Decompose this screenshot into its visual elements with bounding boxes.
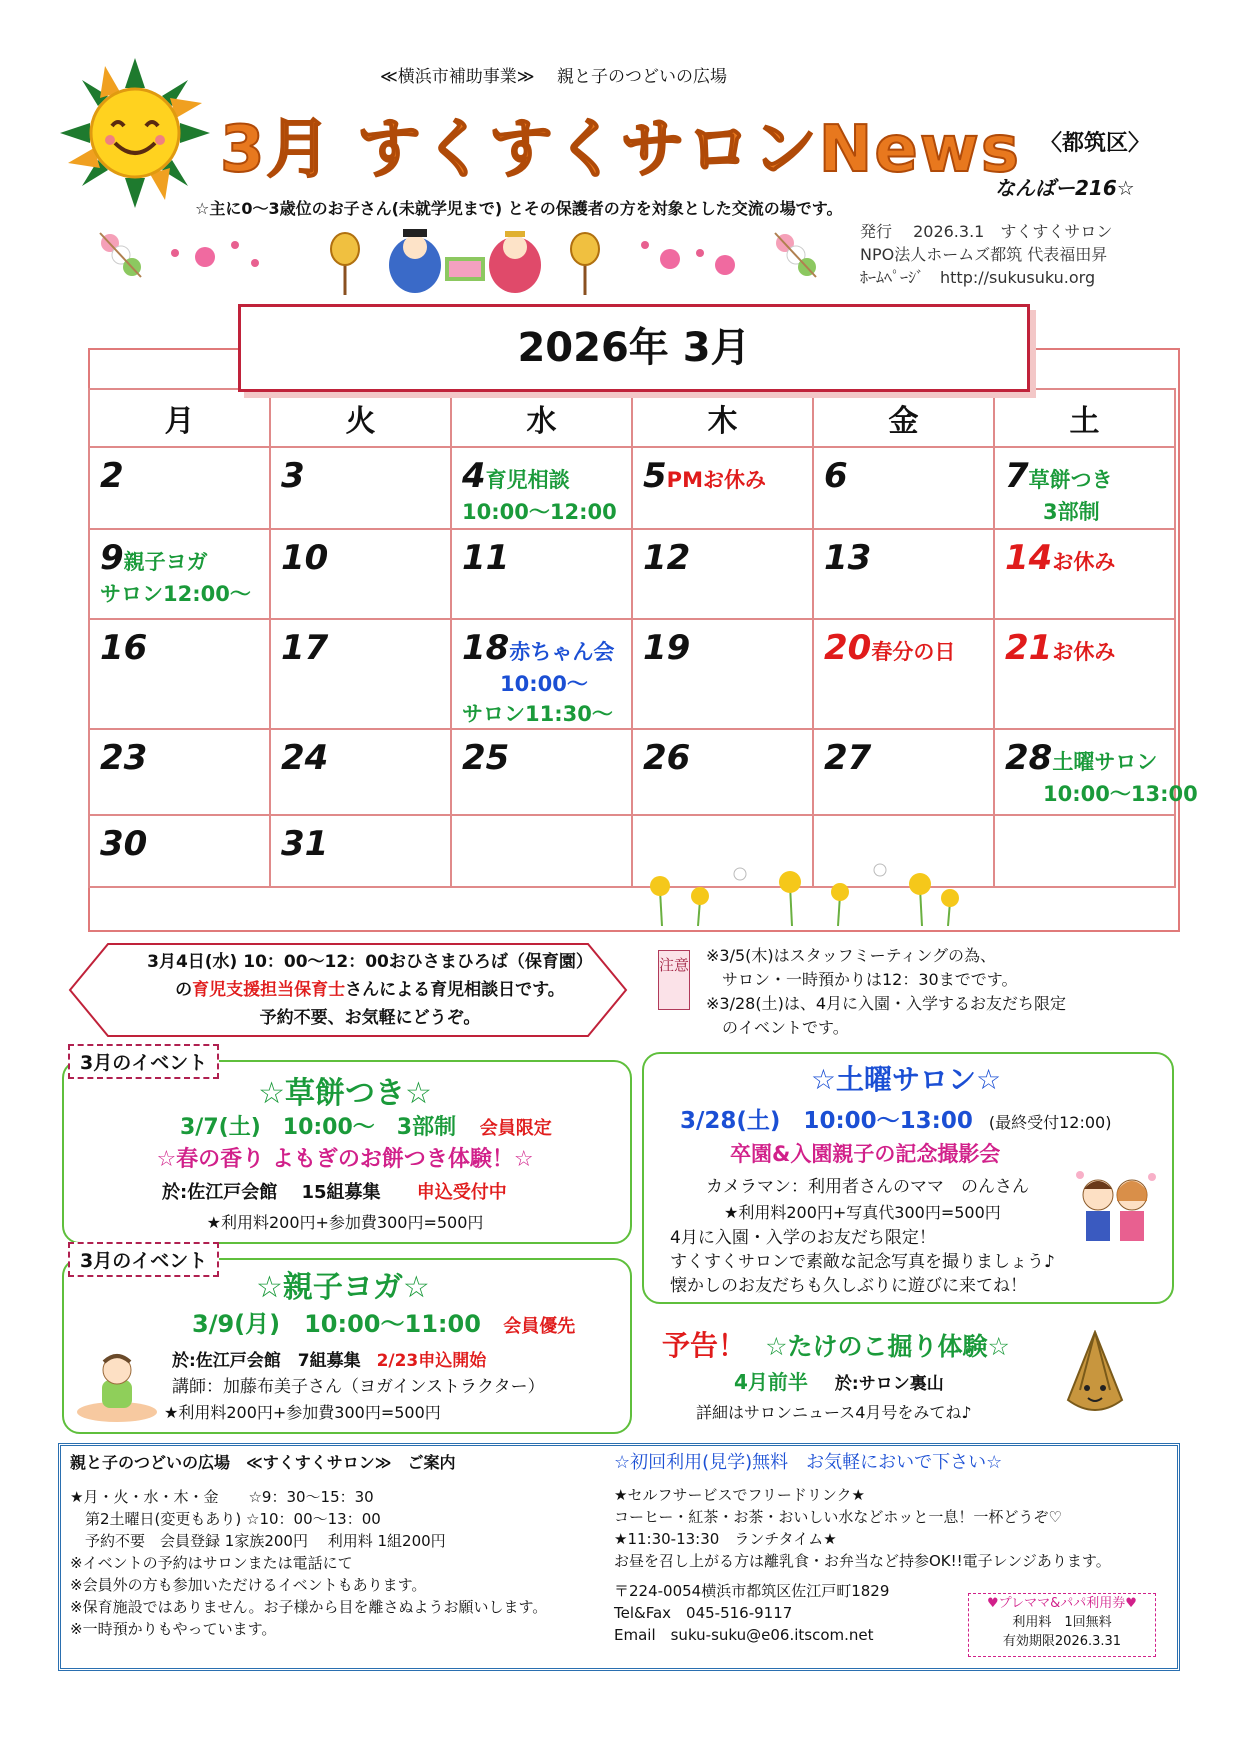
salon-info-right-line: コーヒー・紅茶・お茶・おいしい水などホッと一息！一杯どうぞ♡ xyxy=(614,1508,1062,1526)
event-title-yoga: ☆親子ヨガ☆ xyxy=(256,1270,430,1305)
caution-line: ※3/5(木)はスタッフミーティングの為、 xyxy=(706,946,997,965)
salon-tel: Tel&Fax 045-516-9117 xyxy=(614,1604,793,1622)
calendar-week-row xyxy=(89,529,1175,619)
calendar-day-number: 12 xyxy=(643,538,691,578)
target-description: ☆主に0～3歳位のお子さん(未就学児まで) とその保護者の方を対象とした交流の場です。 xyxy=(195,199,843,218)
event-bamboo-place: 於:サロン裏山 xyxy=(834,1374,944,1394)
calendar-day-cell xyxy=(994,447,1175,529)
event-place-yoga-text: 於:佐江戸会館 7組募集 xyxy=(172,1351,361,1371)
sun-illustration xyxy=(60,58,210,208)
calendar-day-cell xyxy=(813,729,994,815)
event-last-saturday: (最終受付12:00) xyxy=(988,1113,1112,1132)
yoga-child-illustration xyxy=(72,1350,162,1426)
event-date-saturday xyxy=(680,1102,1111,1135)
calendar-day-cell xyxy=(813,619,994,729)
calendar-event-label: PMお休み xyxy=(666,468,766,492)
calendar-event-detail: 10:00～ xyxy=(500,672,588,696)
event-tag-mochi: 3月のイベント xyxy=(68,1044,219,1079)
weekday-mon: 月 xyxy=(89,389,270,447)
calendar-day-number: 14 xyxy=(1005,538,1053,578)
event-apply-mochi: 申込受付中 xyxy=(416,1182,507,1203)
calendar-title-box xyxy=(238,304,1030,392)
salon-info-right-line: ★11:30-13:30 ランチタイム★ xyxy=(614,1530,837,1548)
weekday-wed: 水 xyxy=(451,389,632,447)
calendar-event-label: 育児相談 xyxy=(485,468,570,492)
salon-email[interactable]: Email suku-suku@e06.itscom.net xyxy=(614,1626,874,1644)
event-teacher-yoga: 講師：加藤布美子さん（ヨガインストラクター） xyxy=(172,1377,545,1397)
calendar-day-cell xyxy=(89,729,270,815)
calendar-day-number: 5 xyxy=(643,456,667,496)
publisher-date: 発行 2026.3.1 すくすくサロン xyxy=(860,222,1113,241)
calendar-event-label: 春分の日 xyxy=(871,640,956,664)
event-bamboo-notice: 予告！ xyxy=(662,1329,747,1362)
salon-info-right-heading: ☆初回利用(見学)無料 お気軽においで下さい☆ xyxy=(614,1452,1003,1473)
event-camera-saturday: カメラマン：利用者さんのママ のんさん xyxy=(706,1177,1029,1197)
publisher-info xyxy=(860,220,1112,289)
calendar-event-label: 土曜サロン xyxy=(1052,750,1158,774)
calendar-week-row xyxy=(89,447,1175,529)
calendar-event-label: お休み xyxy=(1052,550,1116,574)
consultation-line3: 予約不要、お気軽にどうぞ。 xyxy=(259,1008,481,1028)
salon-address: 〒224-0054横浜市都筑区佐江戸町1829 xyxy=(614,1582,890,1600)
event-bamboo-detail: 詳細はサロンニュース4月号をみてね♪ xyxy=(696,1403,972,1422)
calendar-day-number: 19 xyxy=(643,628,691,668)
event-line: 懐かしのお友だちも久しぶりに遊びに来てね！ xyxy=(670,1276,1027,1296)
consultation-notice xyxy=(120,948,620,1032)
calendar-day-number: 28 xyxy=(1005,738,1053,778)
calendar-day-cell xyxy=(632,619,813,729)
caution-line: サロン・一時預かりは12：30までです。 xyxy=(706,970,1018,989)
dandelion-illustration xyxy=(640,860,970,926)
event-title-mochi: ☆草餅つき☆ xyxy=(258,1076,432,1111)
consultation-line1: 3月4日(水) 10：00～12：00おひさまひろば（保育園） xyxy=(147,952,593,972)
calendar-day-number: 9 xyxy=(100,538,124,578)
event-line: すくすくサロンで素敵な記念写真を撮りましょう♪ xyxy=(670,1252,1055,1272)
caution-line: ※3/28(土)は、4月に入園・入学するお友だち限定 xyxy=(706,994,1067,1013)
calendar-grid xyxy=(88,388,1198,888)
calendar-week-row xyxy=(89,815,1175,887)
bamboo-shoot-illustration xyxy=(1060,1330,1130,1420)
calendar-day-cell xyxy=(994,815,1175,887)
event-date-saturday-text: 3/28(土) 10:00～13:00 xyxy=(680,1108,973,1134)
calendar-event-label: 草餅つき xyxy=(1028,468,1113,492)
weekday-tue: 火 xyxy=(270,389,451,447)
hishimochi-icon xyxy=(447,259,483,279)
weekday-fri: 金 xyxy=(813,389,994,447)
calendar-day-number xyxy=(814,823,824,831)
calendar-day-number: 26 xyxy=(643,738,691,778)
dango-icon-left xyxy=(100,233,141,277)
hina-doll-icon-empress xyxy=(489,231,541,293)
calendar-event-detail: 3部制 xyxy=(1043,500,1100,524)
calendar-day-cell xyxy=(632,729,813,815)
calendar-event-detail: サロン11:30～ xyxy=(462,702,613,726)
salon-info-right-line: ★セルフサービスでフリードリンク★ xyxy=(614,1486,865,1504)
calendar-day-cell xyxy=(451,729,632,815)
calendar-day-number: 2 xyxy=(100,456,124,496)
publisher-org: NPO法人ホームズ都筑 代表福田昇 xyxy=(860,245,1108,264)
event-tag-yoga: 3月のイベント xyxy=(68,1242,219,1277)
ticket-expiry: 有効期限2026.3.31 xyxy=(1002,1634,1122,1649)
calendar-day-number: 3 xyxy=(281,456,305,496)
calendar-day-cell xyxy=(270,529,451,619)
calendar-event-label: お休み xyxy=(1052,640,1116,664)
calendar-day-cell xyxy=(89,815,270,887)
calendar-day-cell xyxy=(451,815,632,887)
calendar-day-cell xyxy=(994,529,1175,619)
calendar-day-cell xyxy=(632,529,813,619)
calendar-day-number: 21 xyxy=(1005,628,1053,668)
dango-icon-right xyxy=(775,233,816,277)
event-member-yoga: 会員優先 xyxy=(503,1316,576,1337)
calendar-day-number: 13 xyxy=(824,538,872,578)
calendar-day-number: 27 xyxy=(824,738,872,778)
event-bamboo-when xyxy=(734,1366,944,1395)
consultation-line2-post: さんによる育児相談日です。 xyxy=(345,980,565,1000)
consultation-line2-pre: の xyxy=(175,980,193,1000)
calendar-day-number: 11 xyxy=(462,538,510,578)
calendar-event-detail: 10:00～12:00 xyxy=(462,500,617,524)
event-fee-mochi: ★利用料200円+参加費300円=500円 xyxy=(206,1213,484,1232)
hinamatsuri-decoration xyxy=(95,225,835,295)
salon-info-heading: 親と子のつどいの広場 ≪すくすくサロン≫ ご案内 xyxy=(70,1453,456,1472)
weekday-sat: 土 xyxy=(994,389,1175,447)
event-bamboo xyxy=(662,1324,1010,1364)
event-place-yoga xyxy=(172,1346,486,1371)
calendar-week-row xyxy=(89,729,1175,815)
calendar-day-cell xyxy=(270,619,451,729)
calendar-day-cell xyxy=(270,729,451,815)
event-title-saturday: ☆土曜サロン☆ xyxy=(810,1063,1002,1096)
header-subtitle: ≪横浜市補助事業≫ 親と子のつどいの広場 xyxy=(380,67,727,87)
event-desc-mochi: ☆春の香り よもぎのお餅つき体験！☆ xyxy=(156,1147,534,1172)
calendar-day-cell xyxy=(813,529,994,619)
weekday-thu: 木 xyxy=(632,389,813,447)
calendar-day-number: 25 xyxy=(462,738,510,778)
kids-illustration xyxy=(1070,1165,1160,1255)
weekday-header-row xyxy=(89,389,1175,447)
ticket-title: ♥プレママ&パパ利用券♥ xyxy=(987,1596,1137,1611)
calendar-day-cell xyxy=(994,619,1175,729)
calendar-event-detail: サロン12:00～ xyxy=(100,582,251,606)
calendar-event-label: 赤ちゃん会 xyxy=(509,640,615,664)
event-fee-yoga: ★利用料200円+参加費300円=500円 xyxy=(164,1403,441,1422)
calendar-day-number: 18 xyxy=(462,628,510,668)
calendar-day-number: 30 xyxy=(100,824,148,864)
event-sub-saturday: 卒園&入園親子の記念撮影会 xyxy=(730,1142,1001,1166)
calendar-day-number: 6 xyxy=(824,456,848,496)
calendar-day-cell xyxy=(994,729,1198,815)
free-ticket xyxy=(968,1593,1156,1657)
salon-info-line: ※イベントの予約はサロンまたは電話にて xyxy=(70,1554,353,1572)
salon-info-line: ※一時預かりもやっています。 xyxy=(70,1620,277,1638)
lantern-icon-right xyxy=(571,233,599,295)
consultation-line2-staff: 育児支援担当保育士 xyxy=(192,980,346,1000)
event-line: 4月に入園・入学のお友だち限定！ xyxy=(670,1228,936,1248)
event-lines-saturday xyxy=(670,1226,1055,1298)
calendar-day-cell xyxy=(270,815,451,887)
calendar-day-cell xyxy=(813,447,994,529)
ticket-fee: 利用料 1回無料 xyxy=(1012,1615,1112,1630)
event-date-mochi xyxy=(180,1110,552,1141)
caution-label: 注意 xyxy=(658,950,690,1010)
calendar-day-number: 10 xyxy=(281,538,329,578)
calendar-day-number xyxy=(995,823,1005,831)
calendar-day-number: 20 xyxy=(824,628,872,668)
calendar-day-cell xyxy=(89,447,270,529)
event-date-yoga-text: 3/9(月) 10:00～11:00 xyxy=(192,1310,481,1338)
event-place-mochi-text: 於:佐江戸会館 15組募集 xyxy=(162,1182,381,1203)
event-place-mochi xyxy=(162,1178,507,1204)
calendar-day-cell xyxy=(632,447,813,529)
ward-label: 〈都筑区〉 xyxy=(1040,131,1151,156)
consultation-line2 xyxy=(120,976,620,1004)
newsletter-title: 3月 すくすくサロンNews xyxy=(220,113,1021,187)
calendar-day-cell xyxy=(89,529,270,619)
event-date-mochi-text: 3/7(土) 10:00～ 3部制 xyxy=(180,1115,457,1140)
calendar-day-number xyxy=(452,823,462,831)
event-apply-yoga: 2/23申込開始 xyxy=(376,1351,487,1371)
salon-info-right-line: お昼を召し上がる方は離乳食・お弁当など持参OK!!電子レンジあります。 xyxy=(614,1552,1111,1570)
hina-doll-icon-emperor xyxy=(389,229,441,293)
salon-info-left xyxy=(70,1452,590,1640)
salon-info-line: ★月・火・水・木・金 ☆9：30～15：30 xyxy=(70,1488,374,1506)
event-date-yoga xyxy=(192,1304,575,1339)
calendar-day-number: 16 xyxy=(100,628,148,668)
calendar-event-detail: 10:00～13:00 xyxy=(1043,782,1198,806)
event-fee-saturday: ★利用料200円+写真代300円=500円 xyxy=(724,1203,1001,1222)
salon-info-line: ※会員外の方も参加いただけるイベントもあります。 xyxy=(70,1576,427,1594)
event-bamboo-title: ☆たけのこ掘り体験☆ xyxy=(765,1332,1010,1361)
publisher-homepage: ﾎｰﾑﾍﾟｰｼﾞ http://sukusuku.org xyxy=(860,268,1096,287)
calendar-day-cell xyxy=(451,447,632,529)
event-bamboo-when-text: 4月前半 xyxy=(734,1370,808,1394)
calendar-day-number: 7 xyxy=(1005,456,1029,496)
calendar-day-number: 4 xyxy=(462,456,486,496)
calendar-title: 2026年 3月 xyxy=(517,325,751,371)
calendar-day-number: 17 xyxy=(281,628,329,668)
event-member-mochi: 会員限定 xyxy=(479,1118,552,1139)
caution-text xyxy=(706,944,1186,1040)
calendar-event-label: 親子ヨガ xyxy=(123,550,208,574)
calendar-day-cell xyxy=(451,619,632,729)
calendar-day-number: 23 xyxy=(100,738,148,778)
lantern-icon-left xyxy=(331,233,359,295)
calendar-day-cell xyxy=(451,529,632,619)
issue-number: なんばー216☆ xyxy=(995,176,1135,200)
calendar-day-number: 24 xyxy=(281,738,329,778)
caution-line: のイベントです。 xyxy=(706,1018,849,1037)
calendar-week-row xyxy=(89,619,1175,729)
calendar-day-number: 31 xyxy=(281,824,329,864)
calendar-day-number xyxy=(633,823,643,831)
calendar-day-cell xyxy=(270,447,451,529)
salon-info-line: 予約不要 会員登録 1家族200円 利用料 1組200円 xyxy=(70,1532,446,1550)
calendar-day-cell xyxy=(89,619,270,729)
salon-info-line: 第2土曜日(変更もあり) ☆10：00～13：00 xyxy=(70,1510,381,1528)
salon-info-line: ※保育施設ではありません。お子様から目を離さぬようお願いします。 xyxy=(70,1598,548,1616)
